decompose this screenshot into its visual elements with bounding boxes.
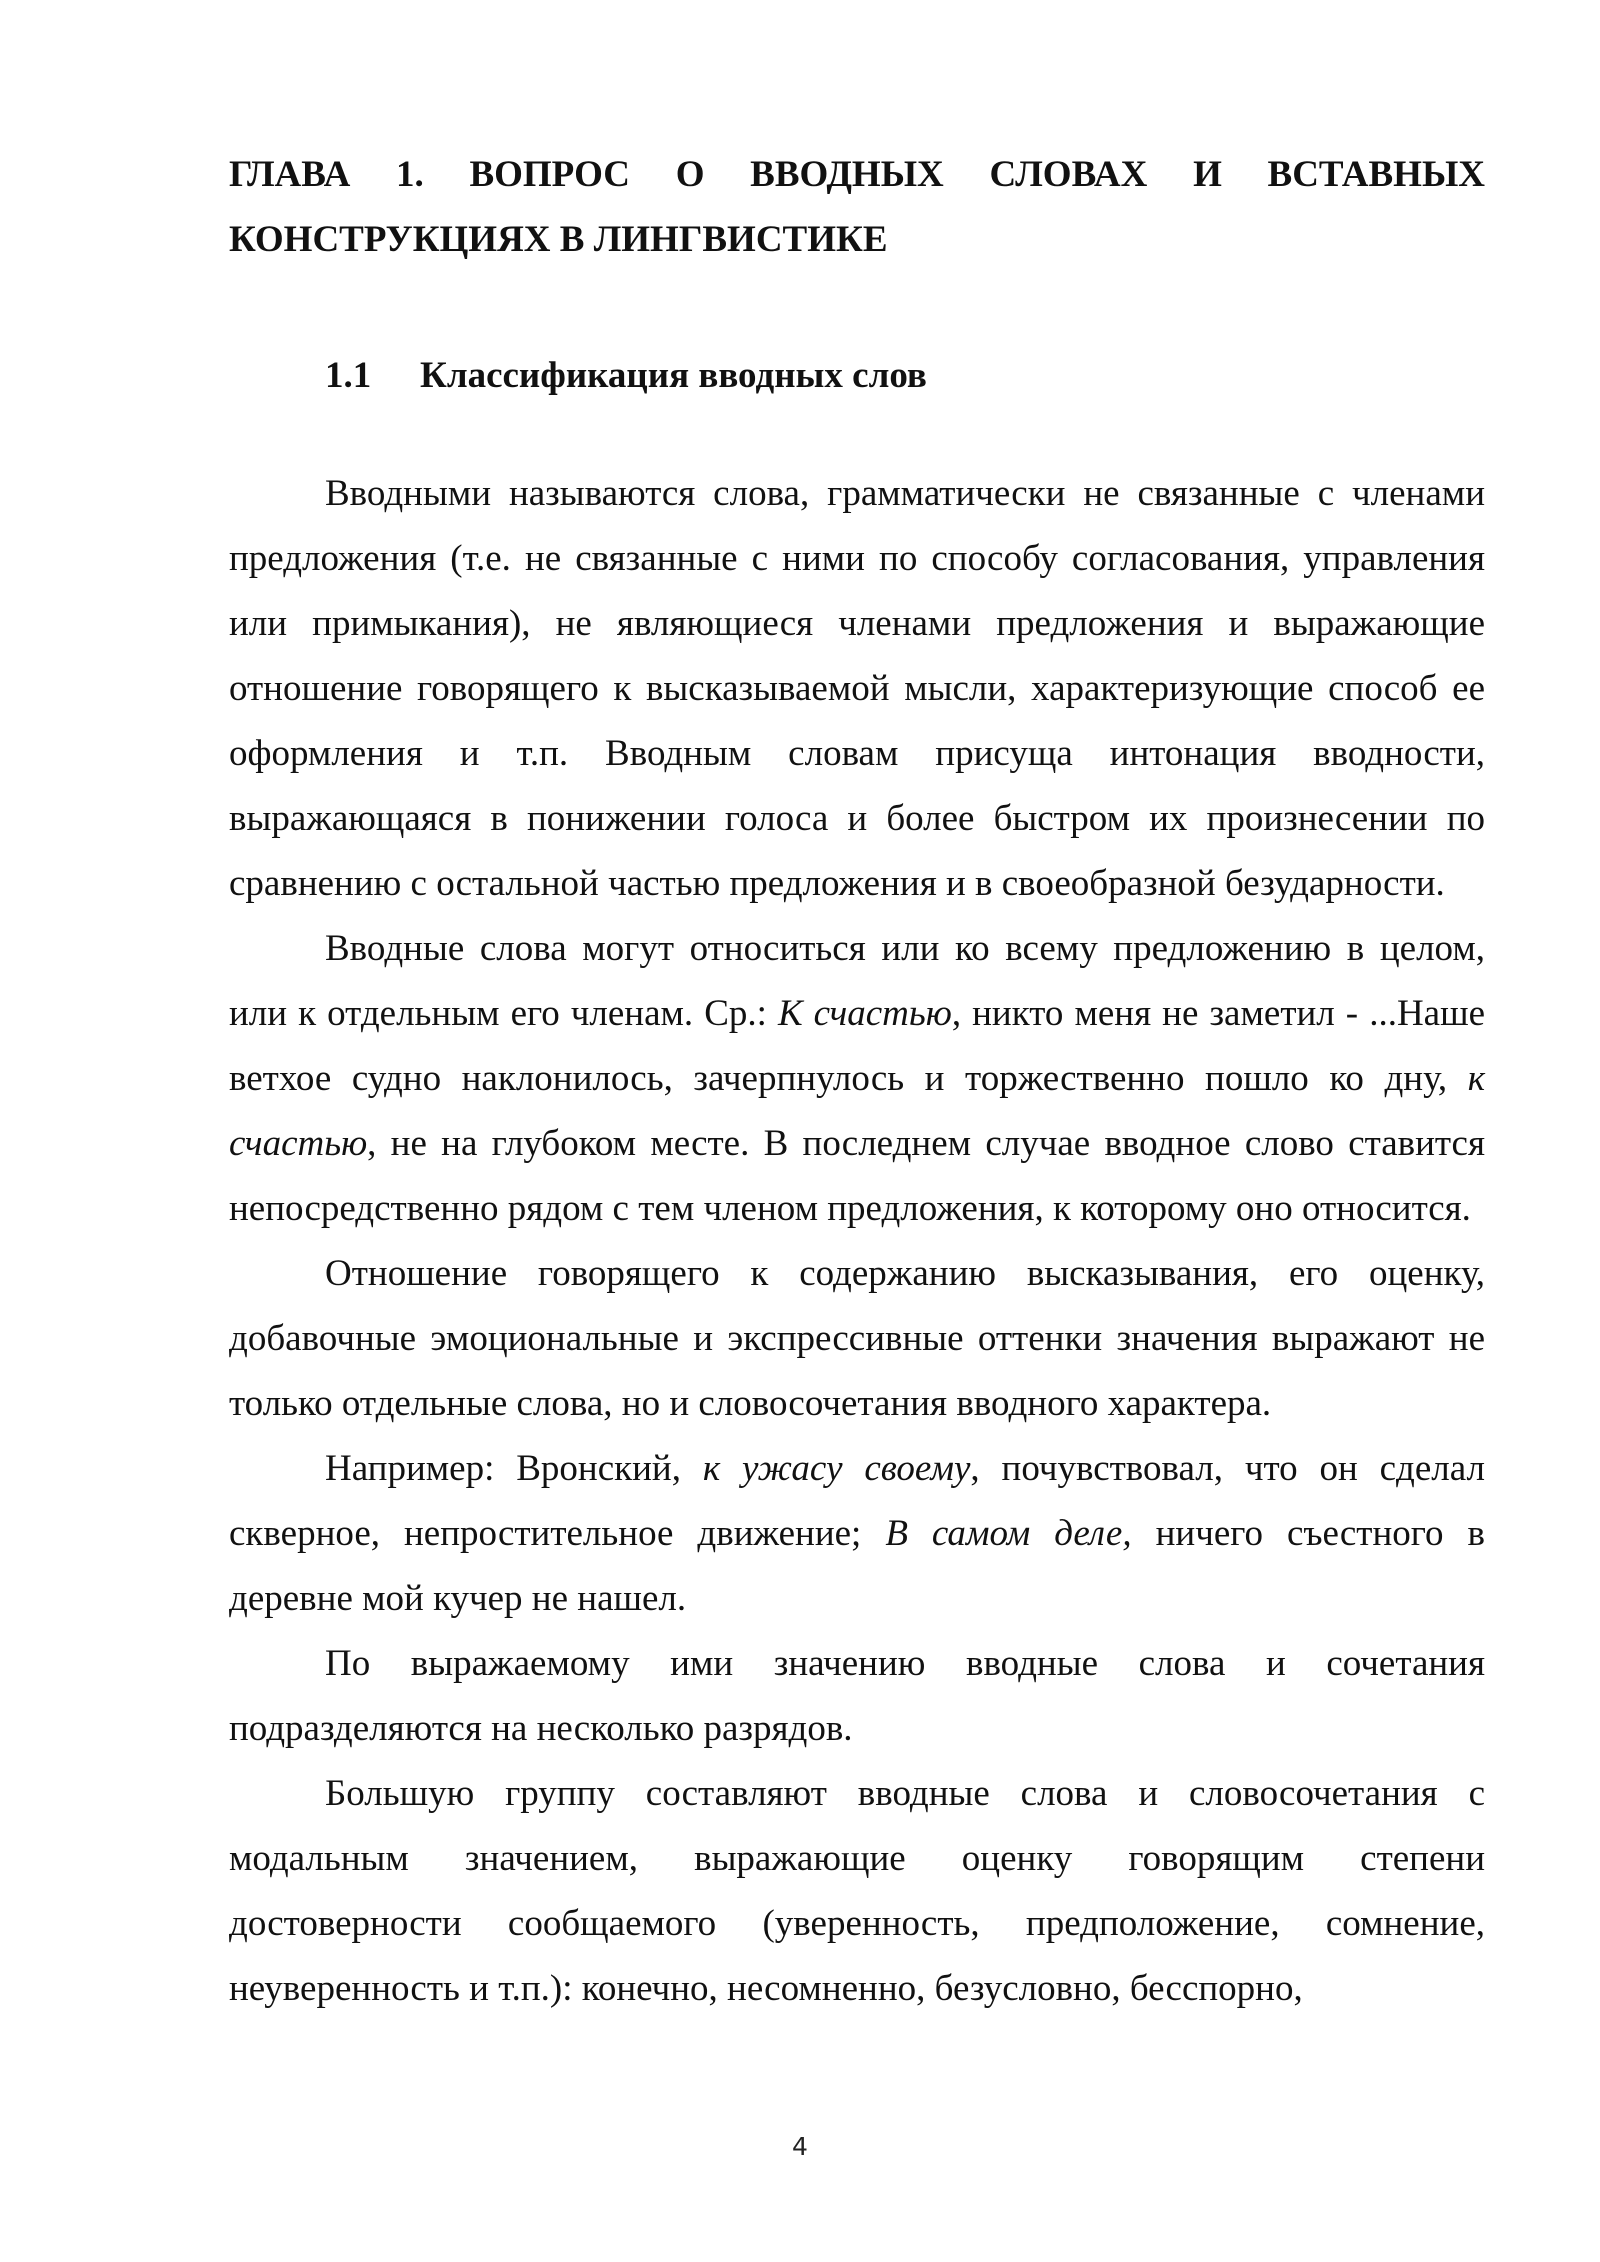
text-run: Отношение говорящего к содержанию высказывания, его оценку, добавочные эмоциональные и экспрессивные оттенки значения выражают не только отдельные слова, но и словосочетания вводного характера. xyxy=(229,1253,1485,1424)
text-run: , не на глубоком месте. В последнем случае вводное слово ставится непосредственно рядом с тем членом предложения, к которому оно относится. xyxy=(229,1123,1485,1229)
text-run: , никто меня не заметил - ...Наше ветхое судно наклонилось, зачерпнулось и торжественно пошло ко дну, xyxy=(229,993,1485,1099)
page-number: 4 xyxy=(792,2132,808,2161)
text-run: Вводными называются слова, грамматически не связанные с членами предложения (т.е. не связанные с ними по способу согласования, управления или примыкания), не являющиеся членами предложения и выражающие отношение говорящего к высказываемой мысли, характеризующие способ ее оформления и т.п. Вводным словам присуща интонация вводности, выражающаяся в понижении голоса и более быстром их произнесении по сравнению с остальной частью предложения и в своеобразной безударности. xyxy=(229,473,1485,904)
paragraph-reference-examples xyxy=(229,916,1485,1241)
chapter-title: ГЛАВА 1. ВОПРОС О ВВОДНЫХ СЛОВАХ И ВСТАВНЫХ КОНСТРУКЦИЯХ В ЛИНГВИСТИКЕ xyxy=(229,154,1485,260)
paragraph-modal-group xyxy=(229,1761,1485,2021)
italic-example: К счастью xyxy=(778,993,952,1034)
section-heading xyxy=(325,351,1485,401)
paragraph-definition xyxy=(229,461,1485,916)
paragraph-categories xyxy=(229,1631,1485,1761)
text-run: Например: Вронский, xyxy=(325,1448,703,1489)
paragraph-examples xyxy=(229,1436,1485,1631)
section-title: Классификация вводных слов xyxy=(420,355,927,396)
italic-example: В самом деле, xyxy=(885,1513,1132,1554)
page-content xyxy=(229,142,1485,2021)
text-run: , почувствовал, что он сделал скверное, непростительное движение; xyxy=(229,1448,1485,1554)
text-run: Вводные слова могут относиться или ко всему предложению в целом, или к отдельным его членам. Ср.: xyxy=(229,928,1485,1034)
paragraph-word-combinations xyxy=(229,1241,1485,1436)
section-number: 1.1 xyxy=(325,355,372,396)
italic-example: к счастью xyxy=(229,1058,1485,1164)
text-run: По выражаемому ими значению вводные слова и сочетания подразделяются на несколько разрядов. xyxy=(229,1643,1485,1749)
body-text xyxy=(229,461,1485,2021)
text-run: Большую группу составляют вводные слова и словосочетания с модальным значением, выражающие оценку говорящим степени достоверности сообщаемого (уверенность, предположение, сомнение, неуверенность и т.п.): конечно, несомненно, безусловно, бесспорно, xyxy=(229,1773,1485,2009)
italic-example: к ужасу своему xyxy=(702,1448,971,1489)
text-run: ничего съестного в деревне мой кучер не нашел. xyxy=(229,1513,1485,1619)
